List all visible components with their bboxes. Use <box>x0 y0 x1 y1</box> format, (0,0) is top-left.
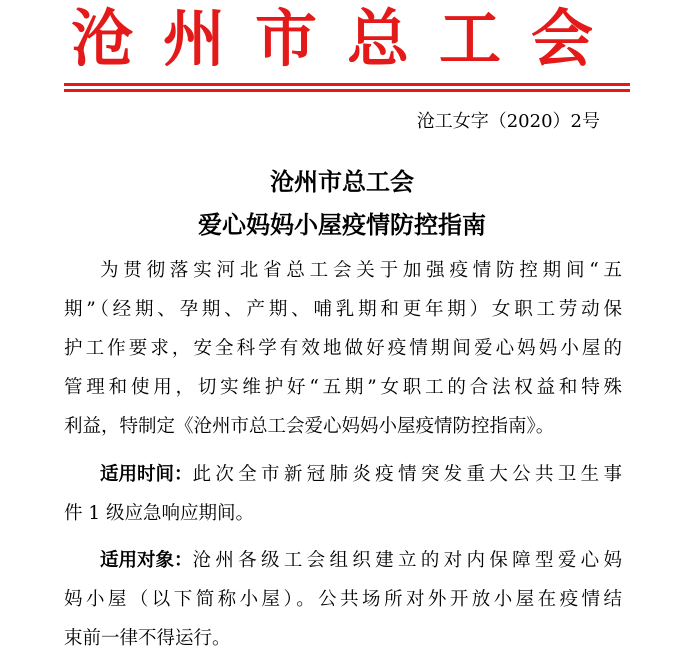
body-paragraph-line: 管理和使用，切实维护好“五期”女职工的合法权益和特殊 <box>64 377 622 398</box>
header-rule-top <box>64 83 630 86</box>
applicable-time-continuation: 件 1 级应急响应期间。 <box>64 503 255 524</box>
body-paragraph-line: 利益，特制定《沧州市总工会爱心妈妈小屋疫情防控指南》。 <box>64 416 555 437</box>
document-title-line2: 爱心妈妈小屋疫情防控指南 <box>198 210 486 239</box>
applicable-target-continuation: 妈小屋（以下简称小屋）。公共场所对外开放小屋在疫情结 <box>64 589 622 610</box>
header-rule-bottom <box>64 89 630 92</box>
applicable-target-label: 适用对象： <box>100 550 193 571</box>
body-paragraph-line: 护工作要求，安全科学有效地做好疫情期间爱心妈妈小屋的 <box>64 338 622 359</box>
document-title-line1: 沧州市总工会 <box>270 167 414 196</box>
applicable-target-text: 沧州各级工会组织建立的对内保障型爱心妈 <box>192 550 622 571</box>
applicable-time-label: 适用时间： <box>100 464 193 485</box>
applicable-target-line <box>100 548 622 574</box>
document-number: 沧工女字（2020）2号 <box>416 111 600 132</box>
body-paragraph-line: 为贯彻落实河北省总工会关于加强疫情防控期间“五 <box>100 260 622 281</box>
applicable-target-continuation: 束前一律不得运行。 <box>64 628 231 649</box>
org-header-title: 沧州市总工会 <box>70 2 623 75</box>
body-paragraph-line: 期”（经期、孕期、产期、哺乳期和更年期）女职工劳动保 <box>64 299 622 320</box>
applicable-time-line <box>100 462 622 488</box>
applicable-time-text: 此次全市新冠肺炎疫情突发重大公共卫生事 <box>192 464 622 485</box>
